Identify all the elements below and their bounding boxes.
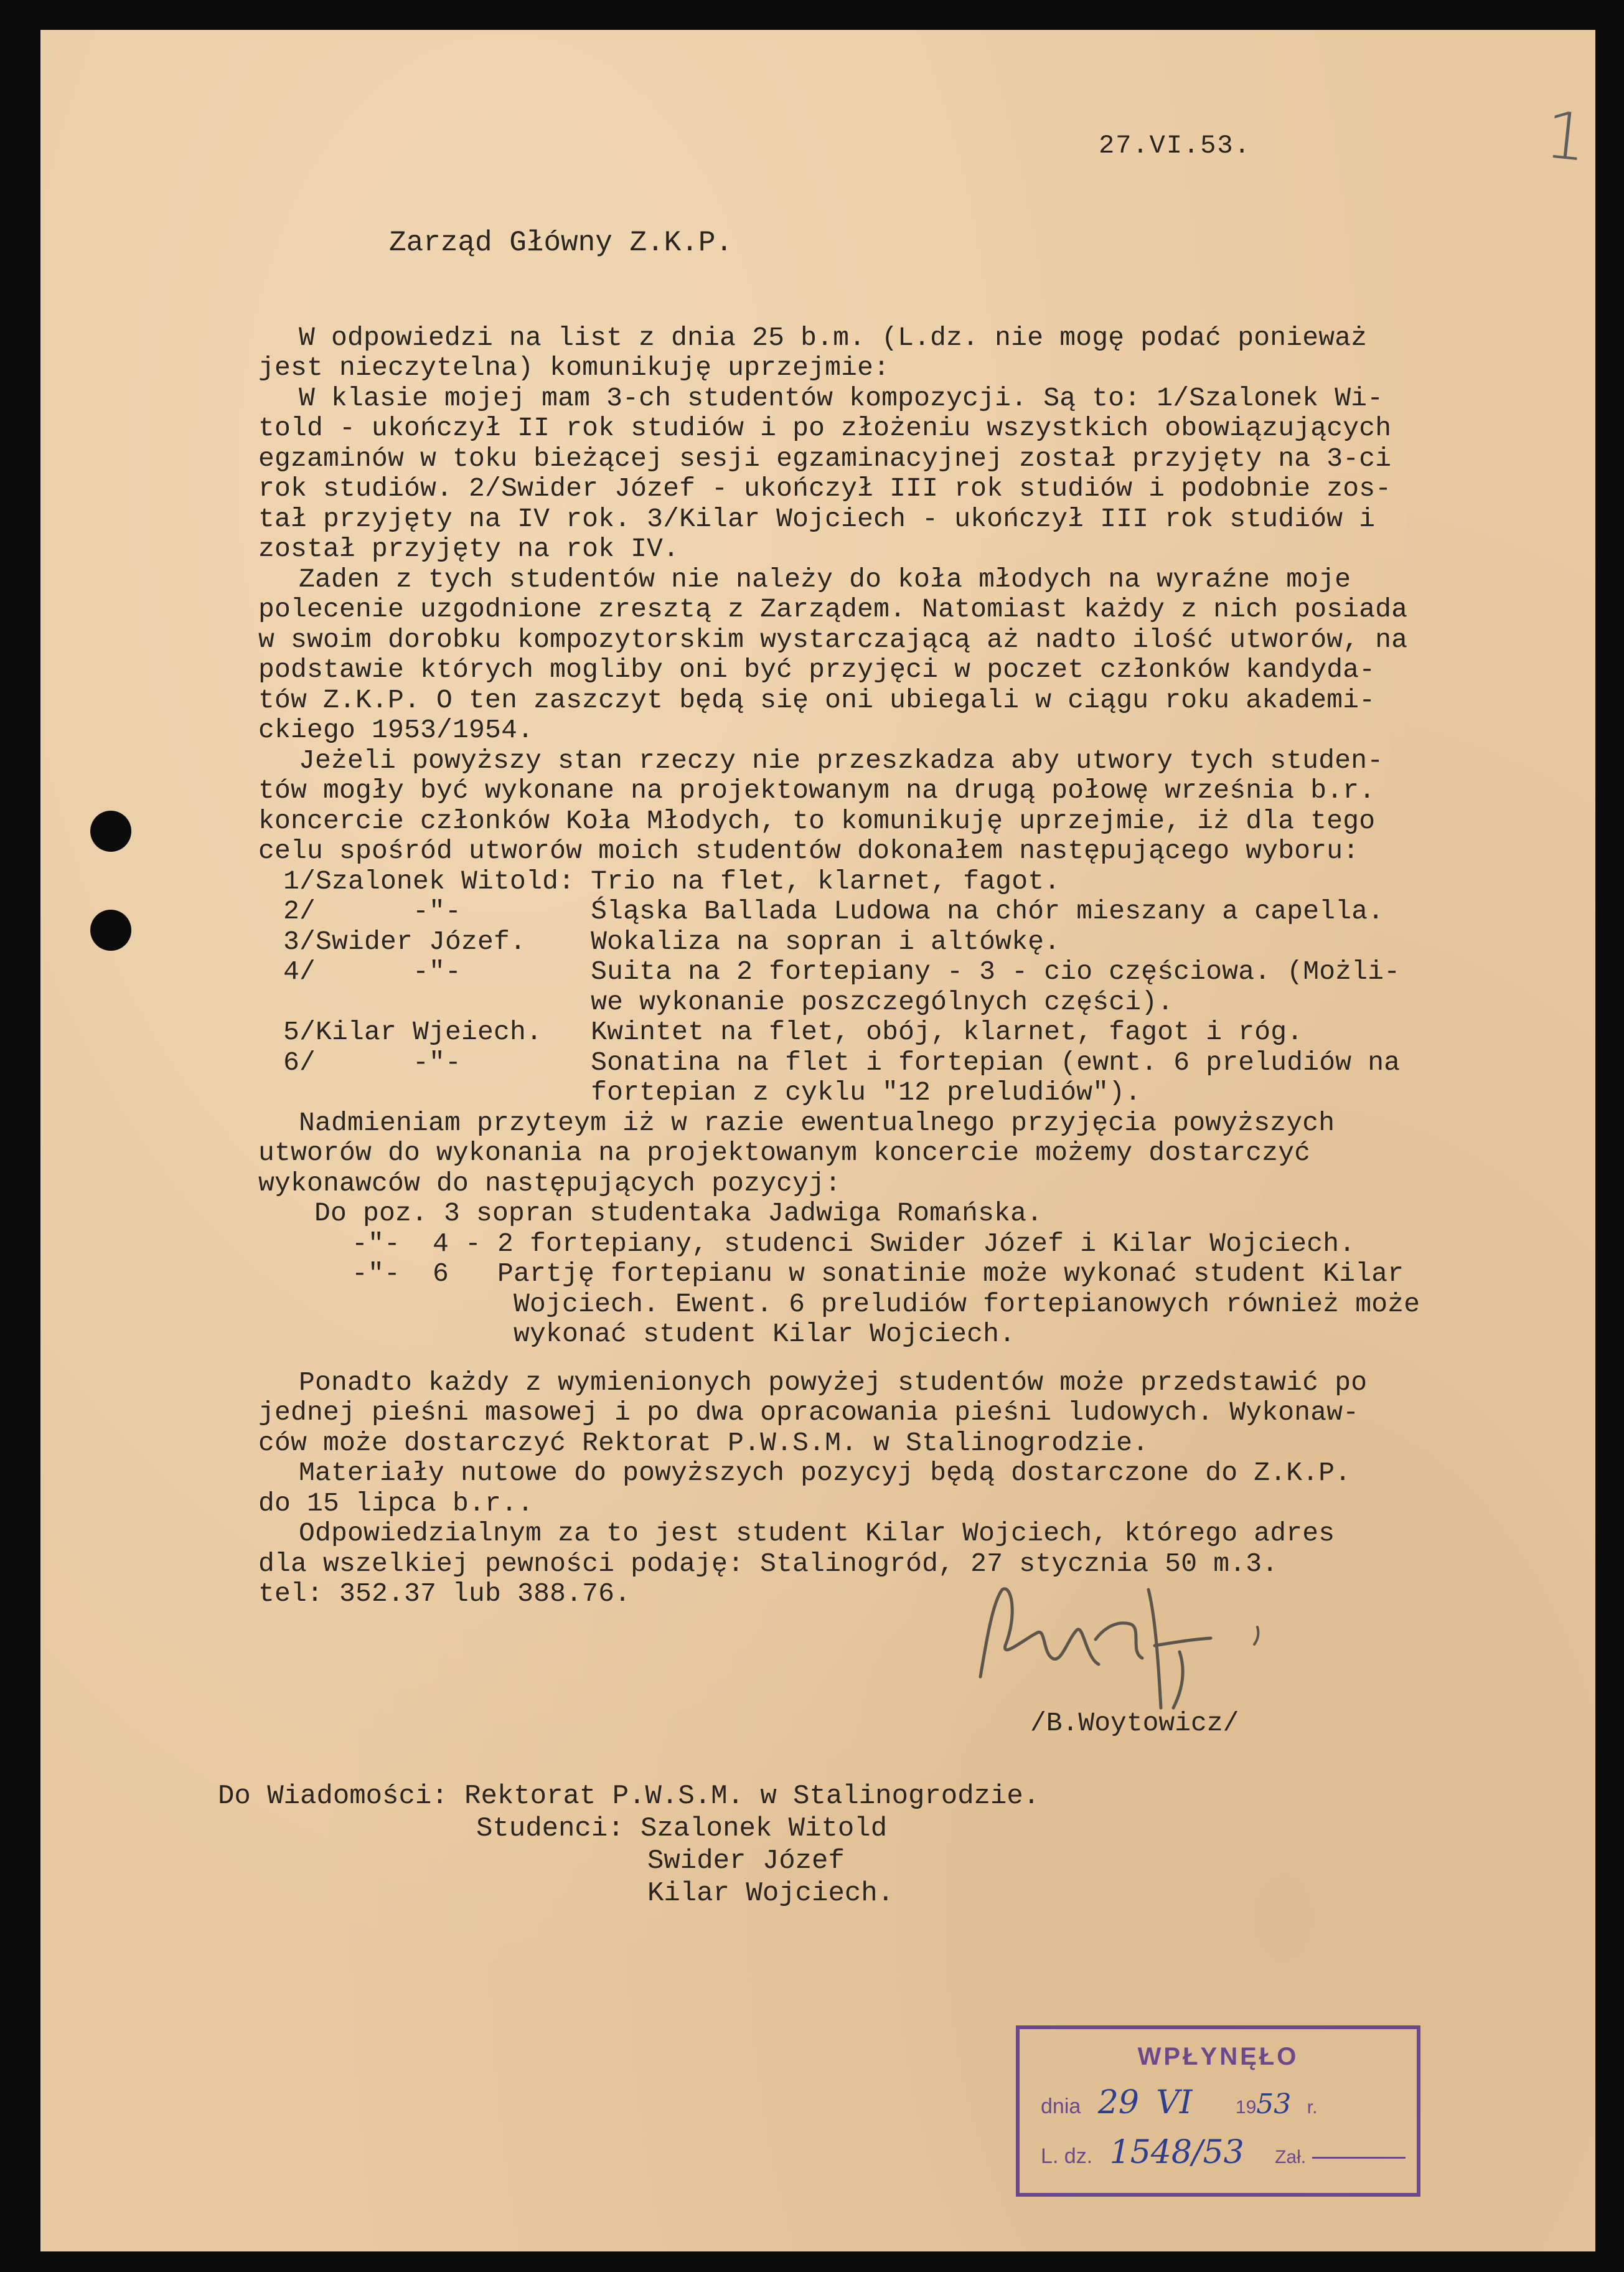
- works-list-item: 3/Swider Józef. Wokaliza na sopran i altówkę.: [283, 926, 1061, 957]
- stamp-year-suffix: r.: [1307, 2097, 1318, 2118]
- stamp-year-prefix: 19: [1235, 2097, 1257, 2118]
- body-line: dla wszelkiej pewności podaję: Stalinogród, 27 stycznia 50 m.3.: [258, 1548, 1279, 1579]
- punch-hole: [90, 910, 131, 951]
- works-list-item: 1/Szalonek Witold: Trio na flet, klarnet, fagot.: [283, 866, 1061, 897]
- performers-list-item: wykonać student Kilar Wojciech.: [352, 1319, 1016, 1349]
- stamp-day: 29: [1097, 2084, 1139, 2121]
- body-line: told - ukończył II rok studiów i po złożeniu wszystkich obowiązujących: [258, 413, 1392, 443]
- performers-list-item: -"- 4 - 2 fortepiany, studenci Swider Józef i Kilar Wojciech.: [352, 1228, 1356, 1259]
- body-line: w swoim dorobku kompozytorskim wystarczającą aż nadto ilość utworów, na: [258, 625, 1408, 655]
- body-line: jednej pieśni masowej i po dwa opracowania pieśni ludowych. Wykonaw-: [258, 1397, 1359, 1428]
- body-line: celu spośród utworów moich studentów dokonałem następującego wyboru:: [258, 836, 1359, 866]
- works-list-item: 6/ -"- Sonatina na flet i fortepian (ewnt. 6 preludiów na: [283, 1047, 1401, 1078]
- works-list-item: 4/ -"- Suita na 2 fortepiany - 3 - cio częściowa. (Możli-: [283, 956, 1401, 987]
- body-line: tał przyjęty na IV rok. 3/Kilar Wojciech - ukończył III rok studiów i: [258, 504, 1376, 534]
- cc-line: Studenci: Szalonek Witold: [476, 1813, 888, 1844]
- performers-list-item: Do poz. 3 sopran studentaka Jadwiga Romańska.: [314, 1198, 1043, 1228]
- works-list-item: 2/ -"- Śląska Ballada Ludowa na chór mieszany a capella.: [283, 896, 1384, 926]
- body-line: koncercie członków Koła Młodych, to komunikuję uprzejmie, iż dla tego: [258, 806, 1376, 836]
- body-line: egzaminów w toku bieżącej sesji egzaminacyjnej został przyjęty na 3-ci: [258, 443, 1392, 474]
- stamp-date-row: [1041, 2084, 1317, 2121]
- stamp-year: 53: [1256, 2088, 1292, 2120]
- stamp-title: WPŁYNĘŁO: [1137, 2043, 1299, 2070]
- body-line: rok studiów. 2/Swider Józef - ukończył III rok studiów i podobnie zos-: [258, 473, 1392, 504]
- page-number: 1: [1541, 96, 1591, 177]
- body-line: tów mogły być wykonane na projektowanym na drugą połowę września b.r.: [258, 775, 1376, 806]
- body-line: Jeżeli powyższy stan rzeczy nie przeszkadza aby utwory tych studen-: [299, 745, 1384, 776]
- body-line: jest nieczytelna) komunikuję uprzejmie:: [258, 352, 890, 383]
- works-list-item: we wykonanie poszczególnych części).: [283, 987, 1174, 1017]
- body-line: W odpowiedzi na list z dnia 25 b.m. (L.dz. nie mogę podać ponieważ: [299, 323, 1368, 353]
- body-line: Odpowiedzialnym za to jest student Kilar Wojciech, którego adres: [299, 1518, 1335, 1548]
- body-line: utworów do wykonania na projektowanym koncercie możemy dostarczyć: [258, 1138, 1311, 1168]
- signatory-name: /B.Woytowicz/: [1030, 1708, 1239, 1738]
- works-list-item: fortepian z cyklu "12 preludiów").: [283, 1077, 1142, 1108]
- body-line: ckiego 1953/1954.: [258, 715, 534, 745]
- document-page: [40, 30, 1595, 2251]
- body-line: Ponadto każdy z wymienionych powyżej studentów może przedstawić po: [299, 1367, 1368, 1398]
- performers-list-item: Wojciech. Ewent. 6 preludiów fortepianowych również może: [352, 1289, 1420, 1319]
- stamp-zal-label: Zał.: [1275, 2147, 1307, 2167]
- performers-list-item: -"- 6 Partję fortepianu w sonatinie może wykonać student Kilar: [352, 1258, 1404, 1289]
- letter-date: 27.VI.53.: [1099, 131, 1251, 161]
- body-line: Zaden z tych studentów nie należy do koła młodych na wyraźne moje: [299, 564, 1351, 595]
- body-line: ców może dostarczyć Rektorat P.W.S.M. w Stalinogrodzie.: [258, 1428, 1149, 1458]
- body-line: wykonawców do następujących pozycyj:: [258, 1168, 842, 1199]
- stamp-ldz-label: L. dz.: [1041, 2144, 1093, 2168]
- body-line: W klasie mojej mam 3-ch studentów kompozycji. Są to: 1/Szalonek Wi-: [299, 383, 1384, 413]
- body-line: Nadmieniam przyteym iż w razie ewentualnego przyjęcia powyższych: [299, 1108, 1335, 1138]
- stamp-month: VI: [1156, 2084, 1193, 2121]
- body-line: został przyjęty na rok IV.: [258, 534, 680, 564]
- stamp-ldz-value: 1548/53: [1109, 2134, 1244, 2171]
- body-line: tów Z.K.P. O ten zaszczyt będą się oni ubiegali w ciągu roku akademi-: [258, 685, 1376, 715]
- body-line: Materiały nutowe do powyższych pozycyj będą dostarczone do Z.K.P.: [299, 1458, 1351, 1488]
- body-line: tel: 352.37 lub 388.76.: [258, 1578, 631, 1609]
- cc-line: Swider Józef: [647, 1845, 845, 1877]
- body-line: do 15 lipca b.r..: [258, 1488, 534, 1519]
- body-line: polecenie uzgodnione zresztą z Zarządem. Natomiast każdy z nich posiada: [258, 594, 1408, 625]
- cc-line: Kilar Wojciech.: [647, 1878, 894, 1909]
- stamp-date-label: dnia: [1041, 2095, 1081, 2118]
- punch-hole: [90, 811, 131, 852]
- stamp-zal-blank: [1312, 2157, 1406, 2159]
- works-list-item: 5/Kilar Wjeiech. Kwintet na flet, obój, klarnet, fagot i róg.: [283, 1017, 1303, 1047]
- body-line: podstawie których mogliby oni być przyjęci w poczet członków kandyda-: [258, 654, 1376, 685]
- addressee: Zarząd Główny Z.K.P.: [389, 227, 733, 259]
- cc-line: Do Wiadomości: Rektorat P.W.S.M. w Stalinogrodzie.: [218, 1781, 1040, 1812]
- received-stamp: [1016, 2025, 1420, 2197]
- stamp-ldz-row: [1041, 2134, 1406, 2171]
